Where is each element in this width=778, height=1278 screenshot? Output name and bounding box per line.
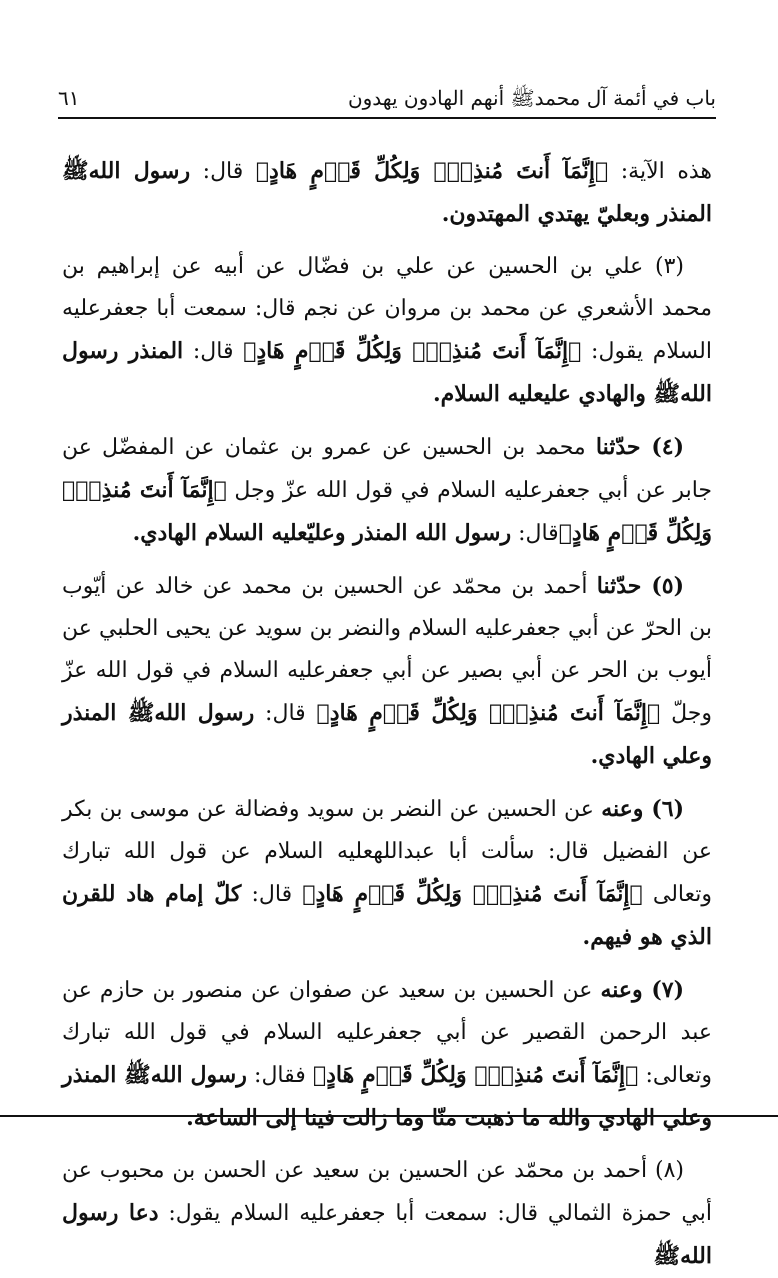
bold-text: (٥) حدّثنا xyxy=(596,573,684,599)
paragraph-4 xyxy=(62,565,712,778)
bold-text: رسول اللهﷺ المنذر وبعليّ يهتدي المهتدون. xyxy=(62,158,712,227)
bold-text: كلّ إمام هاد للقرن الذي هو فيهم. xyxy=(62,881,712,950)
page-number: ٦١ xyxy=(58,86,80,110)
bold-text: (٧) وعنه xyxy=(600,977,684,1003)
quran-verse: ﴿إِنَّمَآ أَنتَ مُنذِرٌۖ وَلِكُلِّ قَوۡمٍ هَادٍ﴾ xyxy=(243,338,582,364)
bold-text: (٤) حدّثنا xyxy=(595,434,684,460)
text-segment: قال: xyxy=(254,701,317,726)
text-segment: قال: xyxy=(241,882,303,907)
quran-verse: ﴿إِنَّمَآ أَنتَ مُنذِرٌۖ وَلِكُلِّ قَوۡمٍ هَادٍ﴾ xyxy=(62,477,712,546)
bold-text: دعا رسول اللهﷺ xyxy=(62,1200,712,1269)
bold-text: (٦) وعنه xyxy=(601,796,684,822)
bold-text: رسول الله المنذر وعليّعليه السلام الهادي. xyxy=(132,520,512,546)
text-segment: هذه الآية: xyxy=(608,159,712,184)
paragraph-5 xyxy=(62,788,712,959)
text-segment: (٣) علي بن الحسين عن علي بن فضّال عن أبيه عن إبراهيم بن محمد الأشعري عن محمد بن مروان عن نجم قال: سمعت أبا جعفرعليه السلام يقول: xyxy=(62,254,712,364)
text-segment: أحمد بن محمّد عن الحسين بن محمد عن خالد عن أيّوب بن الحرّ عن أبي جعفرعليه السلام والنضر بن سويد عن يحيى الحلبي عن أيوب بن الحر عن أبي بصير عن أبي جعفرعليه السلام في قول الله عزّ وجلّ xyxy=(62,574,712,726)
text-segment: (٨) أحمد بن محمّد عن الحسين بن سعيد عن الحسن بن محبوب عن أبي حمزة الثمالي قال: سمعت أبا جعفرعليه السلام يقول: xyxy=(62,1158,712,1226)
bold-text: رسول اللهﷺ المنذر وعلي الهادي. xyxy=(62,700,712,769)
text-segment: فقال: xyxy=(246,1063,313,1088)
text-segment: قال: xyxy=(183,339,244,364)
text-segment: قال: xyxy=(511,521,559,546)
quran-verse: ﴿إِنَّمَآ أَنتَ مُنذِرٌۖ وَلِكُلِّ قَوۡمٍ هَادٍ﴾ xyxy=(255,158,609,184)
paragraph-7 xyxy=(62,1150,712,1278)
bold-text: المنذر رسول اللهﷺ والهادي عليعليه السلام. xyxy=(62,338,712,407)
bold-text: رسول اللهﷺ المنذر وعلي الهادي والله ما ذهبت منّا وما زالت فينا إلى الساعة. xyxy=(62,1062,712,1131)
page-body xyxy=(62,150,713,1269)
quran-verse: ﴿إِنَّمَآ أَنتَ مُنذِرٌۖ وَلِكُلِّ قَوۡمٍ هَادٍ﴾ xyxy=(312,1062,639,1088)
text-segment: قال: xyxy=(190,159,256,184)
quran-verse: ﴿إِنَّمَآ أَنتَ مُنذِرٌۖ وَلِكُلِّ قَوۡمٍ هَادٍ﴾ xyxy=(316,700,661,726)
header-divider xyxy=(58,117,716,119)
paragraph-3 xyxy=(62,426,712,555)
text-segment: محمد بن الحسين عن عمرو بن عثمان عن المفضّل عن جابر عن أبي جعفرعليه السلام في قول الله عزّ وجل xyxy=(62,435,712,503)
text-segment: عن الحسين بن سعيد عن صفوان عن منصور بن حازم عن عبد الرحمن القصير عن أبي جعفرعليه السلام في قول الله تبارك وتعالى: xyxy=(62,978,713,1088)
text-segment: عن الحسين عن النضر بن سويد وفضالة عن موسى بن بكر عن الفضيل قال: سألت أبا عبداللهعليه السلام عن قول الله تبارك وتعالى xyxy=(62,797,712,907)
paragraph-2 xyxy=(62,246,712,416)
paragraph-1 xyxy=(62,150,712,236)
chapter-title: باب في أئمة آل محمدﷺ أنهم الهادون يهدون xyxy=(347,86,716,110)
quran-verse: ﴿إِنَّمَآ أَنتَ مُنذِرٌۖ وَلِكُلِّ قَوۡمٍ هَادٍ﴾ xyxy=(302,881,643,907)
running-header xyxy=(58,78,716,112)
